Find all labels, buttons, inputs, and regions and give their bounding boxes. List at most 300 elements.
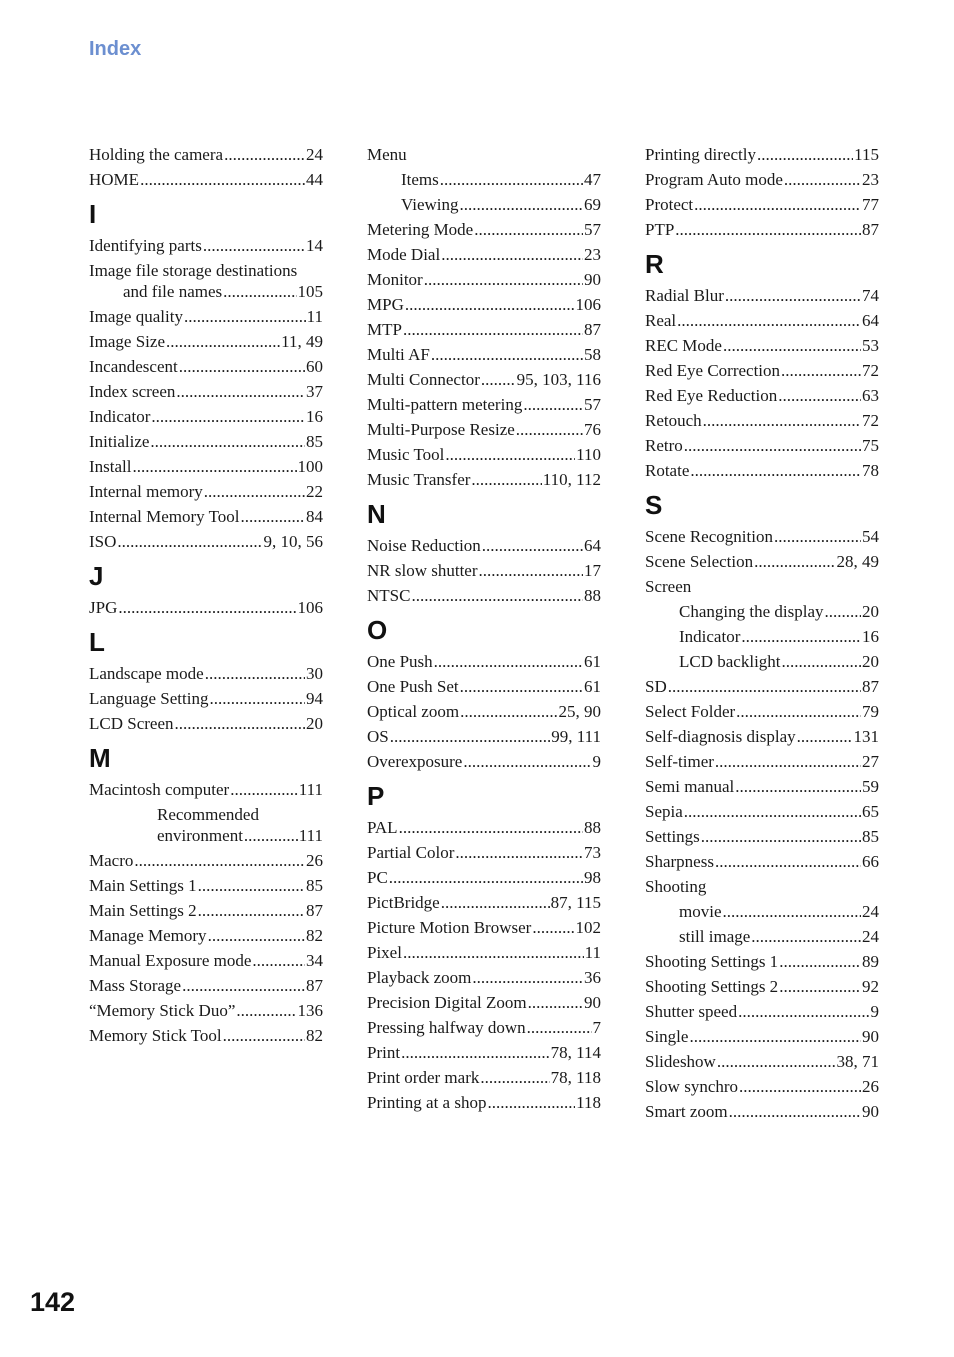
index-page-ref: 88	[584, 818, 601, 837]
index-term: Initialize	[89, 432, 150, 451]
index-term: OS	[367, 727, 389, 746]
index-entry	[89, 779, 323, 800]
index-entry	[89, 456, 323, 477]
index-page-ref: 20	[306, 714, 323, 733]
index-entry	[645, 801, 879, 822]
index-entry	[367, 344, 601, 365]
index-page-ref: 11, 49	[281, 332, 323, 351]
index-entry	[89, 950, 323, 971]
index-entry	[645, 951, 879, 972]
dot-leader	[460, 701, 557, 722]
index-page-ref: 20	[862, 652, 879, 671]
index-entry	[367, 394, 601, 415]
index-term: Multi-pattern metering	[367, 395, 523, 414]
index-term: Manage Memory	[89, 926, 207, 945]
index-term: Holding the camera	[89, 145, 224, 164]
dot-leader	[474, 219, 583, 240]
index-term: Metering Mode	[367, 220, 474, 239]
index-page-ref: 59	[862, 777, 879, 796]
index-page-ref: 87	[862, 677, 879, 696]
index-page-ref: 17	[584, 561, 601, 580]
index-term: Scene Selection	[645, 552, 754, 571]
index-entry	[367, 992, 601, 1013]
index-page-ref: 74	[862, 286, 879, 305]
index-entry	[89, 431, 323, 452]
dot-leader	[223, 1025, 305, 1046]
dot-leader	[179, 356, 305, 377]
dot-leader	[797, 726, 853, 747]
index-page-ref: 20	[862, 602, 879, 621]
dot-leader	[431, 344, 583, 365]
index-entry	[367, 535, 601, 556]
index-entry	[367, 560, 601, 581]
dot-leader	[824, 601, 861, 622]
dot-leader	[424, 269, 583, 290]
index-subentry	[645, 601, 879, 622]
index-page-ref: 7	[592, 1018, 601, 1037]
dot-leader	[472, 967, 583, 988]
dot-leader	[701, 826, 861, 847]
index-term: Multi AF	[367, 345, 430, 364]
index-page-ref: 9, 10, 56	[263, 532, 323, 551]
dot-leader	[411, 585, 583, 606]
index-term: “Memory Stick Duo”	[89, 1001, 236, 1020]
index-term: NTSC	[367, 586, 411, 605]
index-entry	[367, 892, 601, 913]
index-entry	[645, 385, 879, 406]
index-page-ref: 102	[575, 918, 601, 937]
index-page-ref: 79	[862, 702, 879, 721]
index-subentry	[645, 626, 879, 647]
index-term: Install	[89, 457, 132, 476]
index-term: Music Tool	[367, 445, 445, 464]
index-entry	[367, 369, 601, 390]
index-term: Pressing halfway down	[367, 1018, 526, 1037]
index-term: SD	[645, 677, 667, 696]
index-page-ref: 94	[306, 689, 323, 708]
index-entry	[367, 1042, 601, 1063]
index-page-ref: 85	[306, 876, 323, 895]
index-page-ref: 90	[584, 993, 601, 1012]
index-term: Indicator	[679, 627, 741, 646]
index-entry	[645, 285, 879, 306]
index-term: Image file storage destinations	[89, 261, 298, 280]
index-term: PAL	[367, 818, 398, 837]
index-entry	[367, 1067, 601, 1088]
index-entry	[367, 269, 601, 290]
index-term: Pixel	[367, 943, 402, 962]
dot-leader	[182, 975, 305, 996]
dot-leader	[440, 169, 583, 190]
dot-leader	[751, 926, 861, 947]
index-entry	[645, 876, 879, 897]
index-term: Printing at a shop	[367, 1093, 487, 1112]
index-entry	[89, 306, 323, 327]
index-entry	[367, 244, 601, 265]
index-page-ref: 57	[584, 395, 601, 414]
index-page-ref: 63	[862, 386, 879, 405]
index-page-ref: 11	[584, 943, 601, 962]
index-term: Select Folder	[645, 702, 736, 721]
index-entry	[645, 526, 879, 547]
dot-leader	[441, 244, 583, 265]
dot-leader	[516, 419, 583, 440]
index-term: Internal memory	[89, 482, 203, 501]
index-term: still image	[679, 927, 751, 946]
index-term: Shooting Settings 1	[645, 952, 779, 971]
index-term: Macintosh computer	[89, 780, 230, 799]
index-term: ISO	[89, 532, 117, 551]
index-term: Multi-Purpose Resize	[367, 420, 515, 439]
index-page-ref: 106	[297, 598, 323, 617]
index-entry	[645, 310, 879, 331]
index-letter-heading: O	[367, 615, 388, 645]
dot-leader	[460, 676, 583, 697]
index-subentry	[645, 901, 879, 922]
index-entry	[367, 585, 601, 606]
index-term: Printing directly	[645, 145, 756, 164]
index-page-ref: 76	[584, 420, 601, 439]
index-page-ref: 118	[576, 1093, 601, 1112]
dot-leader	[230, 779, 298, 800]
index-page-ref: 14	[306, 236, 323, 255]
index-entry	[645, 144, 879, 165]
index-term: Recommended	[157, 805, 259, 824]
index-page-ref: 60	[306, 357, 323, 376]
index-entry	[645, 701, 879, 722]
index-column-1	[89, 140, 323, 1050]
dot-leader	[463, 751, 591, 772]
index-entry	[89, 900, 323, 921]
index-subentry	[367, 194, 601, 215]
index-entry	[89, 260, 323, 302]
index-term: Red Eye Correction	[645, 361, 781, 380]
index-page-ref: 110, 112	[542, 470, 601, 489]
index-page-ref: 61	[584, 652, 601, 671]
index-term: Multi Connector	[367, 370, 480, 389]
index-term: Radial Blur	[645, 286, 724, 305]
dot-leader	[677, 310, 861, 331]
dot-leader	[133, 456, 297, 477]
index-subentry	[367, 169, 601, 190]
index-entry	[645, 776, 879, 797]
index-term: Landscape mode	[89, 664, 204, 683]
index-entry	[367, 967, 601, 988]
dot-leader	[399, 817, 583, 838]
dot-leader	[140, 169, 305, 190]
index-entry	[89, 169, 323, 190]
index-entry	[645, 726, 879, 747]
dot-leader	[175, 713, 305, 734]
dot-leader	[205, 663, 305, 684]
index-page-ref: 82	[306, 926, 323, 945]
dot-leader	[389, 867, 583, 888]
index-page-ref: 22	[306, 482, 323, 501]
dot-leader	[198, 875, 305, 896]
index-page-ref: 99, 111	[551, 727, 601, 746]
index-term: NR slow shutter	[367, 561, 478, 580]
dot-leader	[405, 294, 575, 315]
index-term: Manual Exposure mode	[89, 951, 252, 970]
index-term: Scene Recognition	[645, 527, 773, 546]
index-page-ref: 72	[862, 361, 879, 380]
index-entry	[367, 701, 601, 722]
index-entry	[645, 219, 879, 240]
index-entry	[367, 676, 601, 697]
index-term: Real	[645, 311, 677, 330]
index-entry	[89, 975, 323, 996]
dot-leader	[482, 535, 583, 556]
index-term: Incandescent	[89, 357, 178, 376]
index-letter-heading: N	[367, 499, 386, 529]
index-entry	[367, 419, 601, 440]
index-page-ref: 87	[306, 901, 323, 920]
index-entry	[645, 826, 879, 847]
index-term: Menu	[367, 145, 407, 164]
index-term: Macro	[89, 851, 134, 870]
index-term: Print order mark	[367, 1068, 480, 1087]
index-page-ref: 89	[862, 952, 879, 971]
index-entry	[367, 219, 601, 240]
index-entry	[89, 804, 323, 846]
dot-leader	[150, 431, 305, 452]
index-entry	[367, 726, 601, 747]
index-letter-heading: P	[367, 781, 385, 811]
index-term: Playback zoom	[367, 968, 472, 987]
index-term: One Push Set	[367, 677, 459, 696]
dot-leader	[455, 842, 583, 863]
index-entry	[645, 1076, 879, 1097]
index-entry	[645, 410, 879, 431]
dot-leader	[774, 526, 861, 547]
index-term: PTP	[645, 220, 675, 239]
index-term: Mode Dial	[367, 245, 441, 264]
index-page-ref: 25, 90	[558, 702, 601, 721]
index-entry	[367, 651, 601, 672]
dot-leader	[184, 306, 306, 327]
index-page-ref: 58	[584, 345, 601, 364]
index-entry	[645, 194, 879, 215]
index-entry	[645, 976, 879, 997]
index-page-ref: 23	[584, 245, 601, 264]
dot-leader	[723, 335, 861, 356]
dot-leader	[198, 900, 305, 921]
dot-leader	[715, 751, 861, 772]
index-page-ref: 30	[306, 664, 323, 683]
dot-leader	[390, 726, 551, 747]
index-entry	[89, 925, 323, 946]
index-entry	[645, 169, 879, 190]
index-term: movie	[679, 902, 722, 921]
index-subentry	[645, 651, 879, 672]
dot-leader	[479, 560, 584, 581]
index-term: Single	[645, 1027, 689, 1046]
index-page-ref: 87	[862, 220, 879, 239]
index-page-ref: 84	[306, 507, 323, 526]
index-term: Print	[367, 1043, 401, 1062]
index-entry	[367, 469, 601, 490]
dot-leader	[241, 506, 305, 527]
index-page-ref: 36	[584, 968, 601, 987]
index-column-2	[367, 140, 601, 1117]
dot-leader	[684, 435, 861, 456]
index-page-ref: 24	[862, 902, 879, 921]
dot-leader	[523, 394, 583, 415]
index-term: Viewing	[401, 195, 459, 214]
index-entry	[645, 360, 879, 381]
index-term: Indicator	[89, 407, 151, 426]
index-term: Main Settings 1	[89, 876, 197, 895]
index-page-ref: 27	[862, 752, 879, 771]
index-page-ref: 106	[575, 295, 601, 314]
index-entry	[645, 460, 879, 481]
index-term: Slow synchro	[645, 1077, 739, 1096]
index-page-ref: 78, 114	[550, 1043, 601, 1062]
index-entry	[89, 663, 323, 684]
dot-leader	[784, 169, 861, 190]
index-page-ref: 64	[862, 311, 879, 330]
index-term: Semi manual	[645, 777, 735, 796]
index-entry	[645, 1026, 879, 1047]
index-term: Image Size	[89, 332, 165, 351]
dot-leader	[236, 1000, 296, 1021]
index-page-ref: 73	[584, 843, 601, 862]
dot-leader	[403, 319, 583, 340]
dot-leader	[176, 381, 305, 402]
index-page-ref: 77	[862, 195, 879, 214]
index-page-ref: 65	[862, 802, 879, 821]
index-entry	[89, 531, 323, 552]
index-term: Language Setting	[89, 689, 209, 708]
index-term: Music Transfer	[367, 470, 471, 489]
dot-leader	[244, 825, 298, 846]
index-term: MPG	[367, 295, 404, 314]
index-entry	[367, 294, 601, 315]
index-entry	[367, 144, 601, 165]
index-letter-heading: M	[89, 743, 111, 773]
dot-leader	[481, 369, 516, 390]
index-page-ref: 23	[862, 170, 879, 189]
dot-leader	[166, 331, 280, 352]
index-entry	[367, 942, 601, 963]
index-entry	[645, 335, 879, 356]
dot-leader	[403, 942, 584, 963]
index-column-3	[645, 140, 879, 1126]
index-term: Main Settings 2	[89, 901, 197, 920]
index-entry	[645, 1101, 879, 1122]
index-term-continuation: environment	[157, 826, 243, 845]
index-term: Overexposure	[367, 752, 463, 771]
index-entry	[89, 850, 323, 871]
index-entry	[89, 597, 323, 618]
dot-leader	[717, 1051, 836, 1072]
index-entry	[367, 1092, 601, 1113]
dot-leader	[729, 1101, 861, 1122]
index-page-ref: 87	[584, 320, 601, 339]
index-header: Index	[89, 38, 142, 60]
index-term: Protect	[645, 195, 694, 214]
dot-leader	[223, 281, 296, 302]
index-page-ref: 95, 103, 116	[516, 370, 601, 389]
index-entry	[89, 235, 323, 256]
dot-leader	[684, 801, 861, 822]
index-term: REC Mode	[645, 336, 722, 355]
index-entry	[645, 851, 879, 872]
index-letter-heading: I	[89, 199, 97, 229]
dot-leader	[694, 194, 861, 215]
index-entry	[89, 331, 323, 352]
index-term-continuation: and file names	[123, 282, 223, 301]
index-term: Identifying parts	[89, 236, 202, 255]
index-term: Program Auto mode	[645, 170, 783, 189]
dot-leader	[675, 219, 861, 240]
index-page-ref: 87	[306, 976, 323, 995]
index-page-ref: 85	[862, 827, 879, 846]
dot-leader	[723, 901, 862, 922]
index-page-ref: 85	[306, 432, 323, 451]
index-entry	[367, 867, 601, 888]
index-page-ref: 111	[298, 780, 323, 799]
index-page-ref: 16	[306, 407, 323, 426]
index-term: Shooting Settings 2	[645, 977, 779, 996]
index-term: HOME	[89, 170, 140, 189]
dot-leader	[527, 1017, 592, 1038]
dot-leader	[487, 1092, 575, 1113]
index-page-ref: 9	[870, 1002, 879, 1021]
index-page-ref: 26	[862, 1077, 879, 1096]
index-term: One Push	[367, 652, 433, 671]
index-entry	[367, 842, 601, 863]
dot-leader	[703, 410, 861, 431]
index-entry	[89, 506, 323, 527]
dot-leader	[778, 385, 861, 406]
index-page-ref: 90	[862, 1102, 879, 1121]
dot-leader	[117, 531, 262, 552]
index-page-ref: 105	[297, 282, 323, 301]
dot-leader	[401, 1042, 550, 1063]
index-term: Shooting	[645, 877, 707, 896]
index-term: Self-diagnosis display	[645, 727, 796, 746]
dot-leader	[204, 481, 305, 502]
dot-leader	[690, 460, 861, 481]
index-letter-heading: R	[645, 249, 664, 279]
index-page-ref: 78	[862, 461, 879, 480]
index-page-ref: 98	[584, 868, 601, 887]
dot-leader	[739, 1076, 861, 1097]
index-page-ref: 11	[306, 307, 323, 326]
index-term: MTP	[367, 320, 402, 339]
index-page-ref: 115	[854, 145, 879, 164]
dot-leader	[781, 360, 861, 381]
index-term: JPG	[89, 598, 118, 617]
index-entry	[89, 356, 323, 377]
index-page-ref: 131	[853, 727, 879, 746]
index-entry	[89, 875, 323, 896]
index-entry	[367, 319, 601, 340]
index-term: Sepia	[645, 802, 683, 821]
dot-leader	[252, 950, 305, 971]
index-entry	[645, 551, 879, 572]
index-term: Screen	[645, 577, 692, 596]
index-term: Picture Motion Browser	[367, 918, 532, 937]
index-entry	[367, 444, 601, 465]
index-entry	[89, 406, 323, 427]
dot-leader	[741, 626, 861, 647]
index-term: Settings	[645, 827, 700, 846]
index-term: LCD backlight	[679, 652, 781, 671]
dot-leader	[434, 651, 583, 672]
index-entry	[89, 1025, 323, 1046]
